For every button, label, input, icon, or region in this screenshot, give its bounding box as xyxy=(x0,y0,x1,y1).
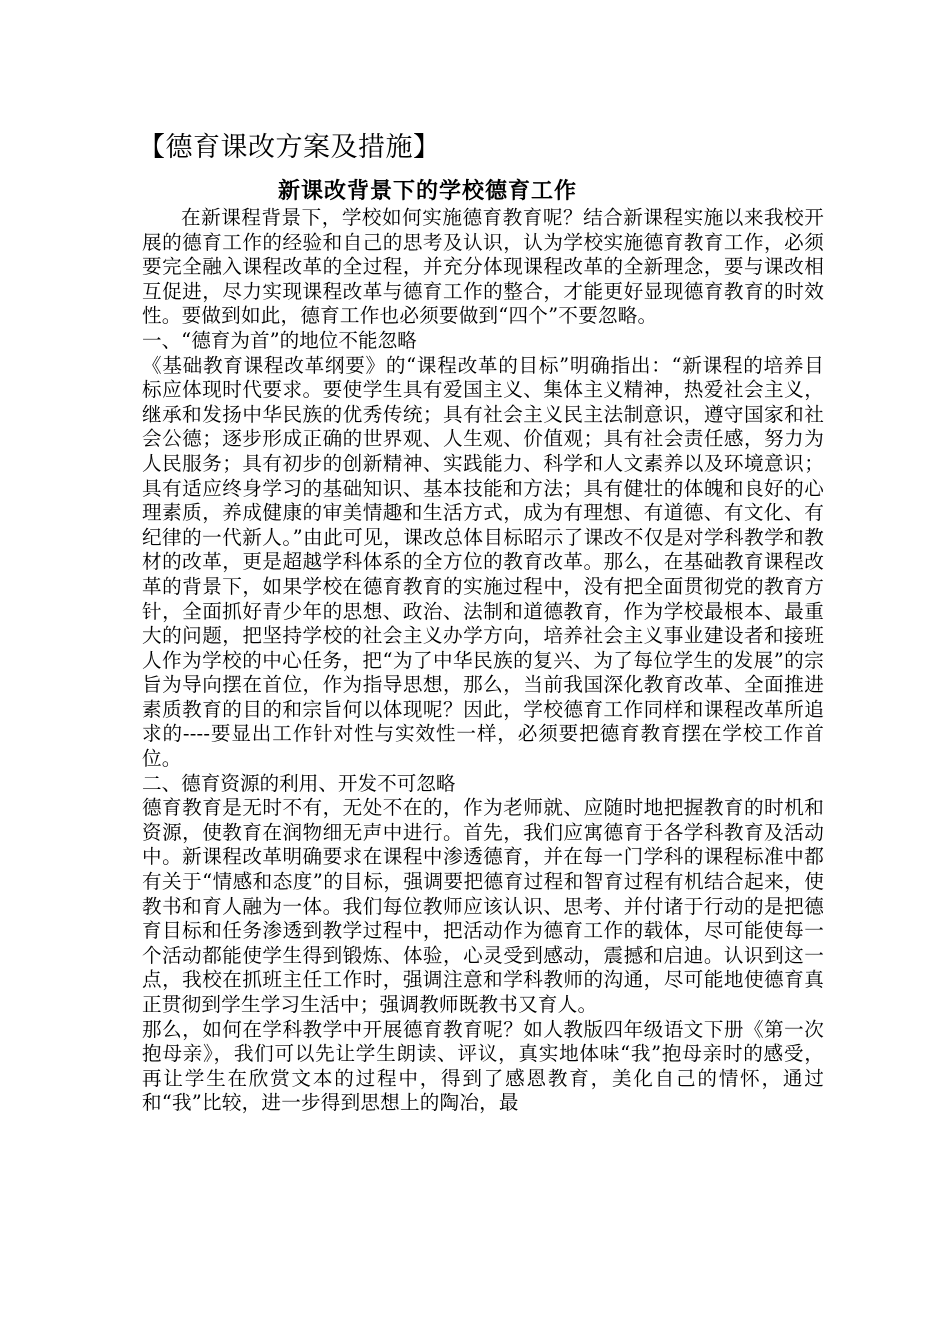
section-1-paragraph: 《基础教育课程改革纲要》的“课程改革的目标”明确指出：“新课程的培养目标应体现时代要求。要使学生具有爱国主义、集体主义精神，热爱社会主义，继承和发扬中华民族的优秀传统；具有社会主义民主法制意识，遵守国家和社会公德；逐步形成正确的世界观、人生观、价值观；具有社会责任感，努力为人民服务；具有初步的创新精神、实践能力、科学和人文素养以及环境意识；具有适应终身学习的基础知识、基本技能和方法；具有健壮的体魄和良好的心理素质，养成健康的审美情趣和生活方式，成为有理想、有道德、有文化、有纪律的一代新人。”由此可见，课改总体目标昭示了课改不仅是对学科教学和教材的改革，更是超越学科体系的全方位的教育改革。那么，在基础教育课程改革的背景下，如果学校在德育教育的实施过程中，没有把全面贯彻党的教育方针，全面抓好青少年的思想、政治、法制和道德教育，作为学校最根本、最重大的问题，把坚持学校的社会主义办学方向，培养社会主义事业建设者和接班人作为学校的中心任务，把“为了中华民族的复兴、为了每位学生的发展”的宗旨为导向摆在首位，作为指导思想，那么，当前我国深化教育改革、全面推进素质教育的目的和宗旨何以体现呢？因此，学校德育工作同样和课程改革所追求的----要显出工作针对性与实效性一样，必须要把德育教育摆在学校工作首位。 xyxy=(142,353,824,771)
section-1-heading: 一、“德育为首”的地位不能忽略 xyxy=(142,328,417,352)
document-page xyxy=(138,126,824,1116)
section-2-heading: 二、德育资源的利用、开发不可忽略 xyxy=(142,771,456,795)
intro-paragraph: 在新课程背景下，学校如何实施德育教育呢？结合新课程实施以来我校开展的德育工作的经验和自己的思考及认识，认为学校实施德育教育工作，必须要完全融入课程改革的全过程，并充分体现课程改革的全新理念，要与课改相互促进，尽力实现课程改革与德育工作的整合，才能更好显现德育教育的时效性。要做到如此，德育工作也必须要做到“四个”不要忽略。 xyxy=(142,206,824,328)
article-title: 新课改背景下的学校德育工作 xyxy=(278,178,578,204)
section-2-paragraph-2: 那么，如何在学科教学中开展德育教育呢？如人教版四年级语文下册《第一次抱母亲》，我们可以先让学生朗读、评议，真实地体味“我”抱母亲时的感受，再让学生在欣赏文本的过程中，得到了感恩教育，美化自己的情怀，通过和“我”比较，进一步得到思想上的陶冶，最 xyxy=(142,1017,824,1115)
section-2-paragraph-1: 德育教育是无时不有，无处不在的，作为老师就、应随时地把握教育的时机和资源，使教育在润物细无声中进行。首先，我们应寓德育于各学科教育及活动中。新课程改革明确要求在课程中渗透德育，并在每一门学科的课程标准中都有关于“情感和态度”的目标，强调要把德育过程和智育过程有机结合起来，使教书和育人融为一体。我们每位教师应该认识、思考、并付诸于行动的是把德育目标和任务渗透到教学过程中，把活动作为德育工作的载体，尽可能使每一个活动都能使学生得到锻炼、体验，心灵受到感动，震撼和启迪。认识到这一点，我校在抓班主任工作时，强调注意和学科教师的沟通，尽可能地使德育真正贯彻到学生学习生活中；强调教师既教书又育人。 xyxy=(142,796,824,1016)
document-heading: 【德育课改方案及措施】 xyxy=(138,132,441,163)
